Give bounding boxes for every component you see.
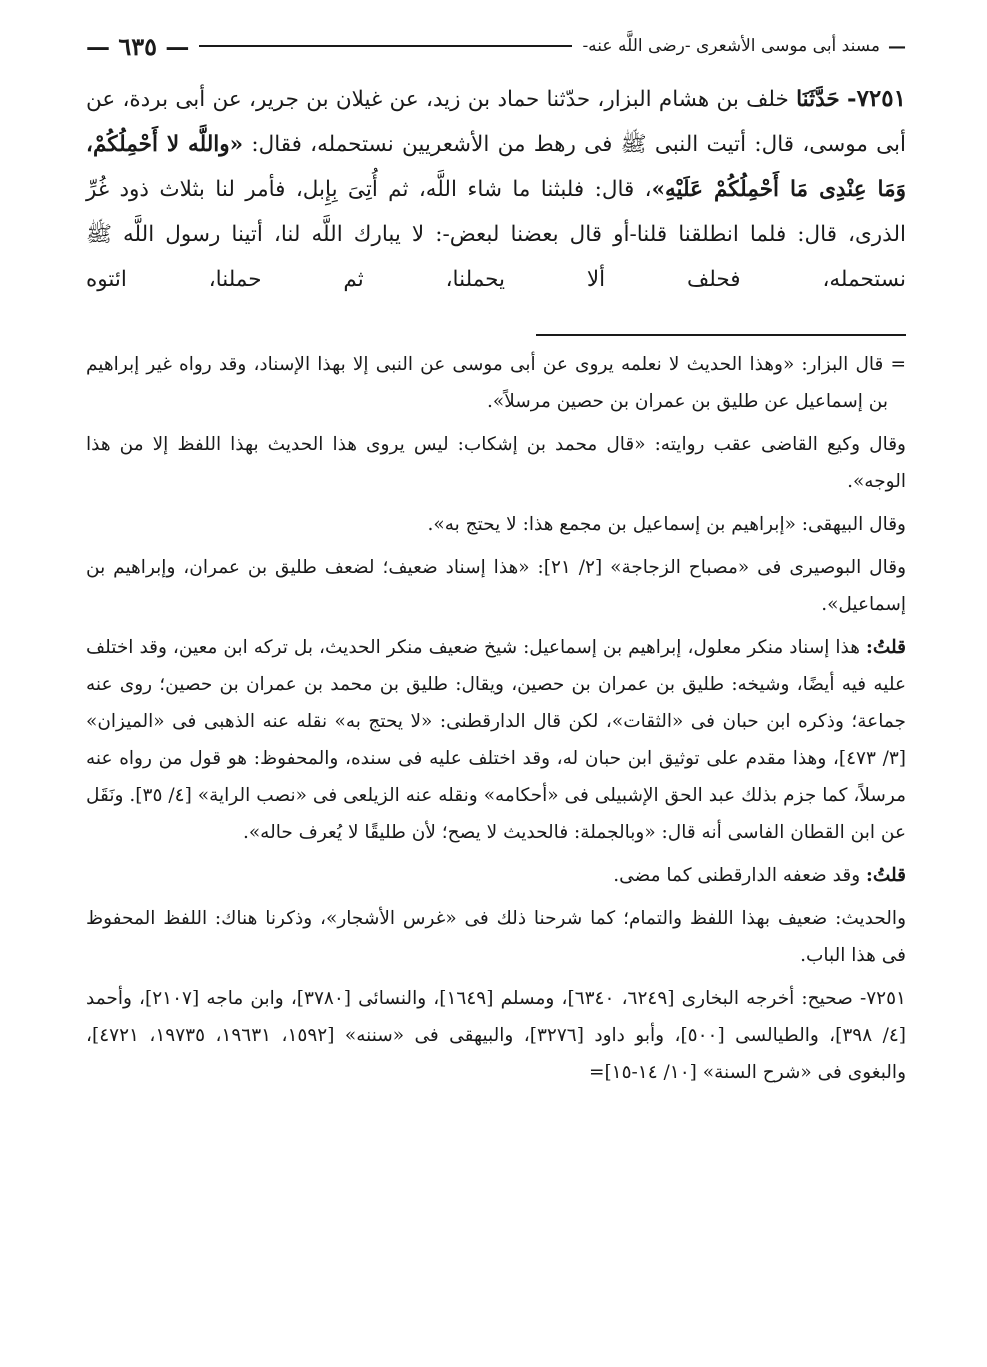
author-comment-2-text: وقد ضعفه الدارقطنى كما مضى.: [613, 865, 861, 886]
footnote-waki: وقال وكيع القاضى عقب روايته: «قال محمد بن إشكاب: ليس يروى هذا الحديث بهذا اللفظ إلا من هذا الوجه».: [86, 434, 906, 492]
page-header: [86, 26, 906, 66]
hadith-text-part2: ، قال: فلبثنا ما شاء اللَّه، ثم أُتِىَ بِإِبل، فأمر لنا بثلاث ذود غُرِّ الذرى، قال: فلما انطلقنا قلنا-أو قال بعضنا لبعض-: لا يبارك اللَّه لنا، أتينا رسول اللَّه ﷺ نستحمله، فحلف ألا يحملنا، ثم حملنا، ائتوه: [86, 177, 906, 292]
hadith-quote: «واللَّه لا أَحْمِلُكُمْ، وَمَا عِنْدِى مَا أَحْمِلُكُمْ عَلَيْهِ»: [86, 132, 906, 202]
hadith-text-part1: خلف بن هشام البزار، حدّثنا حماد بن زيد، عن غيلان بن جرير، عن أبى بردة، عن أبى موسى، قال: أتيت النبى ﷺ فى رهط من الأشعريين نستحمله، فقال:: [86, 87, 907, 157]
hadith-main-text: [86, 76, 906, 302]
footnote-takhrij: [86, 980, 906, 1091]
running-title: مسند أبى موسى الأشعرى -رضى اللَّه عنه-: [582, 36, 880, 56]
footnote-author-comment: [86, 629, 906, 851]
page: [86, 26, 906, 1097]
hadith-paragraph: [86, 76, 906, 302]
footnote-verdict: والحديث: ضعيف بهذا اللفظ والتمام؛ كما شرحنا ذلك فى «غرس الأشجار»، وذكرنا هناك: اللفظ المحفوظ فى هذا الباب.: [86, 908, 907, 966]
author-comment-text: هذا إسناد منكر معلول، إبراهيم بن إسماعيل: شيخ ضعيف منكر الحديث، بل تركه ابن معين، وقد اختلف عليه فيه أيضًا، وشيخه: طليق بن عمران بن حصين، ويقال: طليق بن محمد بن عمران بن حصين؛ روى عنه جماعة؛ وذكره ابن حبان فى «الثقات»، لكن قال الدارقطنى: «لا يحتج به» نقله عنه الذهبى فى «الميزان» [٣/ ٤٧٣]، وهذا مقدم على توثيق ابن حبان له، وقد اختلف عليه فى سنده، والمحفوظ: هو قول من رواه عنه مرسلاً، كما جزم بذلك عبد الحق الإشبيلى فى «أحكامه» ونقله عنه الزيلعى فى «نصب الراية» [٤/ ٣٥]. ونَقَل عن ابن القطان الفاسى أنه قال: «وبالجملة: فالحديث لا يصح؛ لأن طليقًا لا يُعرف حاله».: [86, 637, 906, 843]
footnote-bazzar: = قال البزار: «وهذا الحديث لا نعلمه يروى عن أبى موسى عن النبى إلا بهذا الإسناد، وقد رواه غير إبراهيم بن إسماعيل عن طليق بن عمران بن حصين مرسلاً».: [86, 354, 906, 412]
author-comment-2-lead: قلتُ:: [866, 865, 906, 886]
footnote-bayhaqi: وقال البيهقى: «إبراهيم بن إسماعيل بن مجمع هذا: لا يحتج به».: [427, 514, 906, 535]
takhrij-text: أخرجه البخارى [٦٢٤٩، ٦٣٤٠]، ومسلم [١٦٤٩]، والنسائى [٣٧٨٠]، وابن ماجه [٢١٠٧]، وأحمد [٤/ ٣٩٨]، والطيالسى [٥٠٠]، وأبو داود [٣٢٧٦]، والبيهقى فى «سننه» [١٥٩٢، ١٩٦٣١، ١٩٧٣٥، ٤٧٢١]، والبغوى فى «شرح السنة» [١٠/ ١٤-١٥]=: [86, 988, 906, 1083]
header-dash: —: [888, 35, 906, 57]
footnote-divider: [536, 334, 906, 336]
footnote-busiri: وقال البوصيرى فى «مصباح الزجاجة» [٢/ ٢١]: «هذا إسناد ضعيف؛ لضعف طليق بن عمران، وإبراهيم بن إسماعيل».: [86, 557, 907, 615]
hadith-number: ٧٢٥١-: [847, 85, 906, 112]
header-rule: [199, 45, 572, 47]
page-number: — ٦٣٥ —: [86, 31, 190, 61]
author-comment-lead: قلتُ:: [866, 637, 906, 658]
footnote-author-comment-2: [86, 857, 906, 894]
footnotes: [86, 346, 906, 1091]
hadith-lead-word: حَدَّثَنَا: [796, 87, 840, 112]
takhrij-lead: ٧٢٥١- صحيح:: [801, 988, 906, 1009]
